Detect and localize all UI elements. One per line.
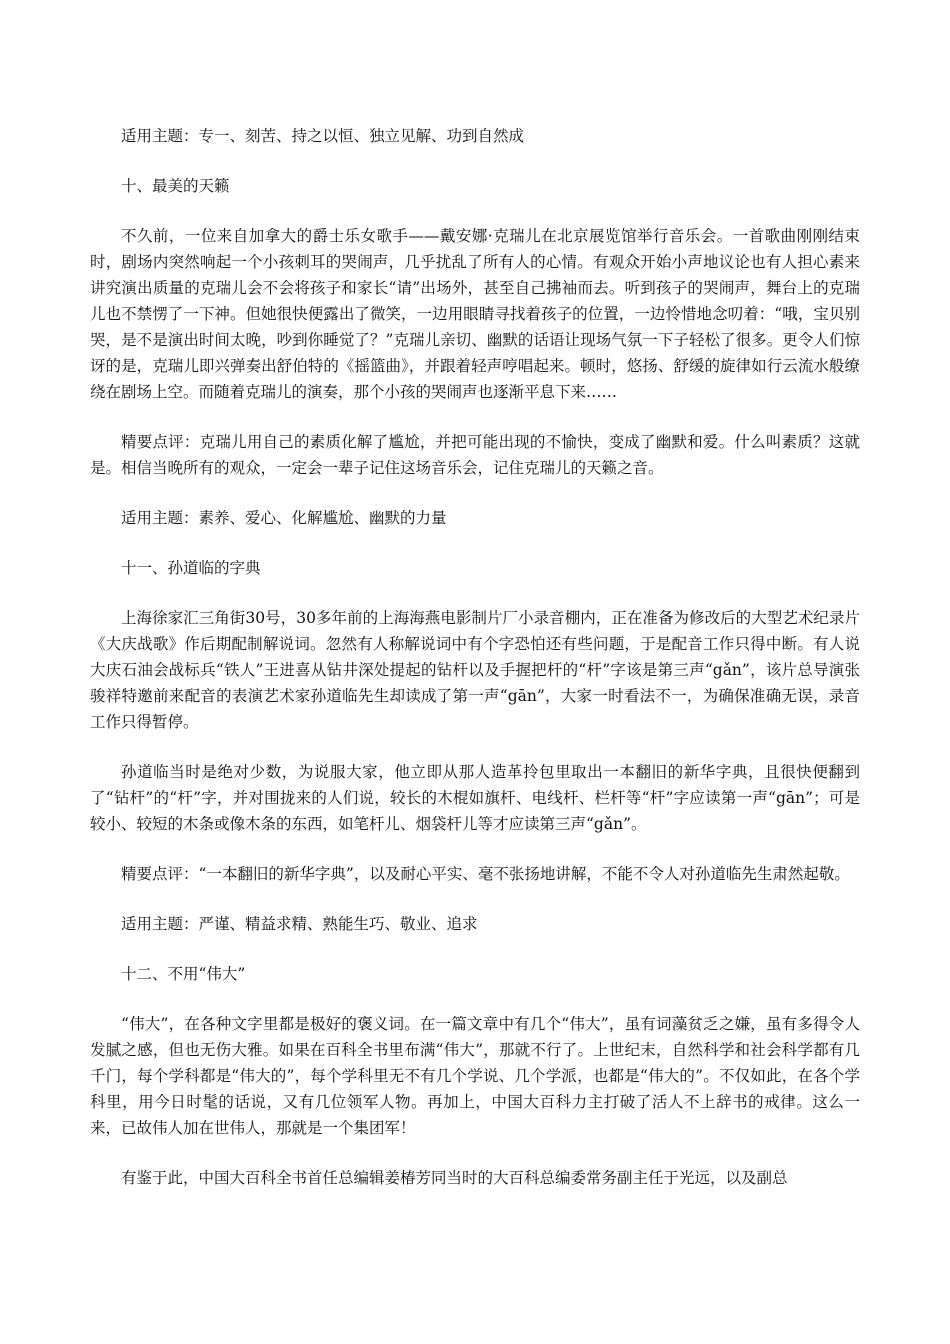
section-heading-10: 十、最美的天籁 [121,177,230,195]
theme-line-11: 适用主题：严谨、精益求精、熟能生巧、敬业、追求 [121,915,478,933]
story-paragraph-10: 不久前，一位来自加拿大的爵士乐女歌手——戴安娜·克瑞儿在北京展览馆举行音乐会。一首歌曲刚刚结束时，剧场内突然响起一个小孩刺耳的哭闹声，几乎扰乱了所有人的心情。有观众开始小声地议论也有人担心素来讲究演出质量的克瑞儿会不会将孩子和家长“请”出场外，甚至自己拂袖而去。听到孩子的哭闹声，舞台上的克瑞儿也不禁愣了一下神。但她很快便露出了微笑，一边用眼睛寻找着孩子的位置，一边怜惜地念叨着：“哦，宝贝别哭，是不是演出时间太晚，吵到你睡觉了？”克瑞儿亲切、幽默的话语让现场气氛一下子轻松了很多。更令人们惊讶的是，克瑞儿即兴弹奏出舒伯特的《摇篮曲》，并跟着轻声哼唱起来。顿时，悠扬、舒缓的旋律如行云流水般缭绕在剧场上空。而随着克瑞儿的演奏，那个小孩的哭闹声也逐渐平息下来…… [90,227,860,401]
commentary-11: 精要点评：“一本翻旧的新华字典”，以及耐心平实、毫不张扬地讲解，不能不令人对孙道临先生肃然起敬。 [121,865,850,883]
commentary-10: 精要点评：克瑞儿用自己的素质化解了尴尬，并把可能出现的不愉快，变成了幽默和爱。什么叫素质？这就是。相信当晚所有的观众，一定会一辈子记住这场音乐会，记住克瑞儿的天籁之音。 [90,433,860,477]
story-paragraph-11b: 孙道临当时是绝对少数，为说服大家，他立即从那人造革拎包里取出一本翻旧的新华字典，且很快便翻到了“钻杆”的“杆”字，并对围拢来的人们说，较长的木棍如旗杆、电线杆、栏杆等“杆”字应读第一声“gān”；可是较小、较短的木条或像木条的东西，如笔杆儿、烟袋杆儿等才应读第三声“gǎn”。 [90,763,860,833]
story-paragraph-11a: 上海徐家汇三角街30号，30多年前的上海海燕电影制片厂小录音棚内，正在准备为修改后的大型艺术纪录片《大庆战歌》作后期配制解说词。忽然有人称解说词中有个字恐怕还有些问题，于是配音工作只得中断。有人说大庆石油会战标兵“铁人”王进喜从钻井深处提起的钻杆以及手握把杆的“杆”字该是第三声“gǎn”，该片总导演张骏祥特邀前来配音的表演艺术家孙道临先生却读成了第一声“gān”，大家一时看法不一，为确保准确无误，录音工作只得暂停。 [90,609,860,731]
section-heading-12: 十二、不用“伟大” [121,965,246,983]
theme-line-10: 适用主题：素养、爱心、化解尴尬、幽默的力量 [121,509,447,527]
theme-line-1: 适用主题：专一、刻苦、持之以恒、独立见解、功到自然成 [121,127,525,145]
story-paragraph-12b: 有鉴于此，中国大百科全书首任总编辑姜椿芳同当时的大百科总编委常务副主任于光远，以及副总 [121,1169,788,1187]
section-heading-11: 十一、孙道临的字典 [121,559,261,577]
document-body [90,123,860,1215]
story-paragraph-12a: “伟大”，在各种文字里都是极好的褒义词。在一篇文章中有几个“伟大”，虽有词藻贫乏之嫌，虽有多得令人发腻之感，但也无伤大雅。如果在百科全书里布满“伟大”，那就不行了。上世纪末，自然科学和社会科学都有几千门，每个学科都是“伟大的”，每个学科里无不有几个学说、几个学派，也都是“伟大的”。不仅如此，在各个学科里，用今日时髦的话说，又有几位领军人物。再加上，中国大百科力主打破了活人不上辞书的戒律。这么一来，已故伟人加在世伟人，那就是一个集团军！ [90,1015,860,1137]
